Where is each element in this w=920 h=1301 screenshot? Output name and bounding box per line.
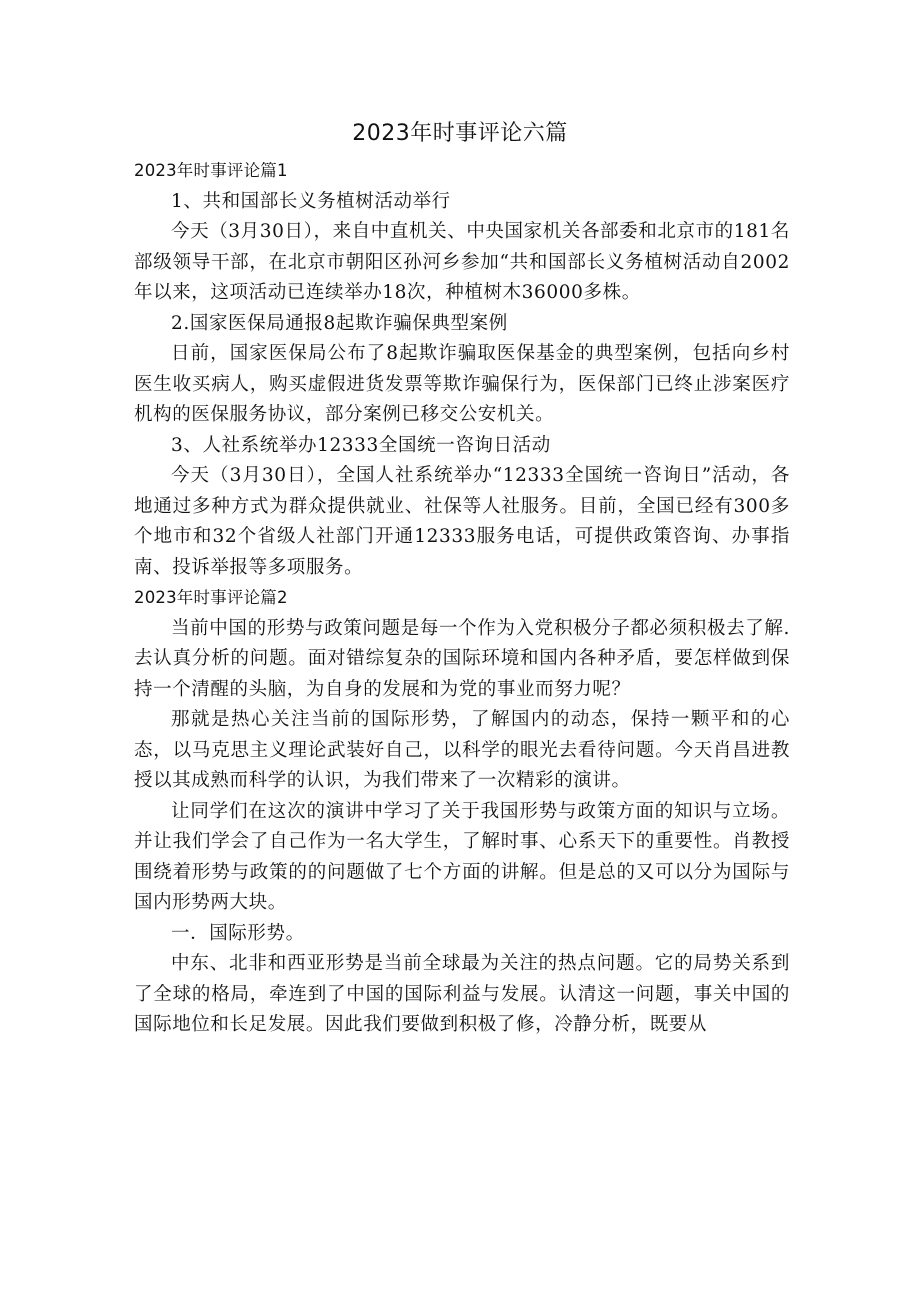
document-body xyxy=(134,156,790,1041)
document-title: 2023年时事评论六篇 xyxy=(352,121,568,146)
paragraph: 今天（3月30日），来自中直机关、中央国家机关各部委和北京市的181名部级领导干部，在北京市朝阳区孙河乡参加“共和国部长义务植树活动自2002年以来，这项活动已连续举办18次，种植树木36000多株。 xyxy=(134,221,790,303)
section-heading: 2023年时事评论篇1 xyxy=(134,161,288,180)
paragraph: 中东、北非和西亚形势是当前全球最为关注的热点问题。它的局势关系到了全球的格局，牵连到了中国的国际利益与发展。认清这一问题，事关中国的国际地位和长足发展。因此我们要做到积极了修，冷静分析，既要从 xyxy=(134,953,790,1035)
paragraph: 当前中国的形势与政策问题是每一个作为入党积极分子都必须积极去了解.去认真分析的问题。面对错综复杂的国际环境和国内各种矛盾，要怎样做到保持一个清醒的头脑，为自身的发展和为党的事业而努力呢？ xyxy=(134,617,790,700)
section-heading: 2023年时事评论篇2 xyxy=(134,588,288,607)
paragraph: 那就是热心关注当前的国际形势，了解国内的动态，保持一颗平和的心态，以马克思主义理论武装好自己，以科学的眼光去看待问题。今天肖昌进教授以其成熟而科学的认识，为我们带来了一次精彩的演讲。 xyxy=(134,709,790,791)
paragraph: 今天（3月30日），全国人社系统举办“12333全国统一咨询日”活动，各地通过多种方式为群众提供就业、社保等人社服务。目前，全国已经有300多个地市和32个省级人社部门开通12333服务电话，可提供政策咨询、办事指南、投诉举报等多项服务。 xyxy=(134,465,790,578)
subsection-heading: 一．国际形势。 xyxy=(171,922,305,944)
paragraph: 让同学们在这次的演讲中学习了关于我国形势与政策方面的知识与立场。并让我们学会了自己作为一名大学生，了解时事、心系天下的重要性。肖教授围绕着形势与政策的的问题做了七个方面的讲解。但是总的又可以分为国际与国内形势两大块。 xyxy=(134,800,790,913)
news-item-heading: 1、共和国部长义务植树活动举行 xyxy=(171,190,451,212)
news-item-heading: 2.国家医保局通报8起欺诈骗保典型案例 xyxy=(171,312,508,334)
news-item-heading: 3、人社系统举办12333全国统一咨询日活动 xyxy=(171,434,551,456)
paragraph: 日前，国家医保局公布了8起欺诈骗取医保基金的典型案例，包括向乡村医生收买病人，购买虚假进货发票等欺诈骗保行为，医保部门已终止涉案医疗机构的医保服务协议，部分案例已移交公安机关。 xyxy=(134,343,790,425)
